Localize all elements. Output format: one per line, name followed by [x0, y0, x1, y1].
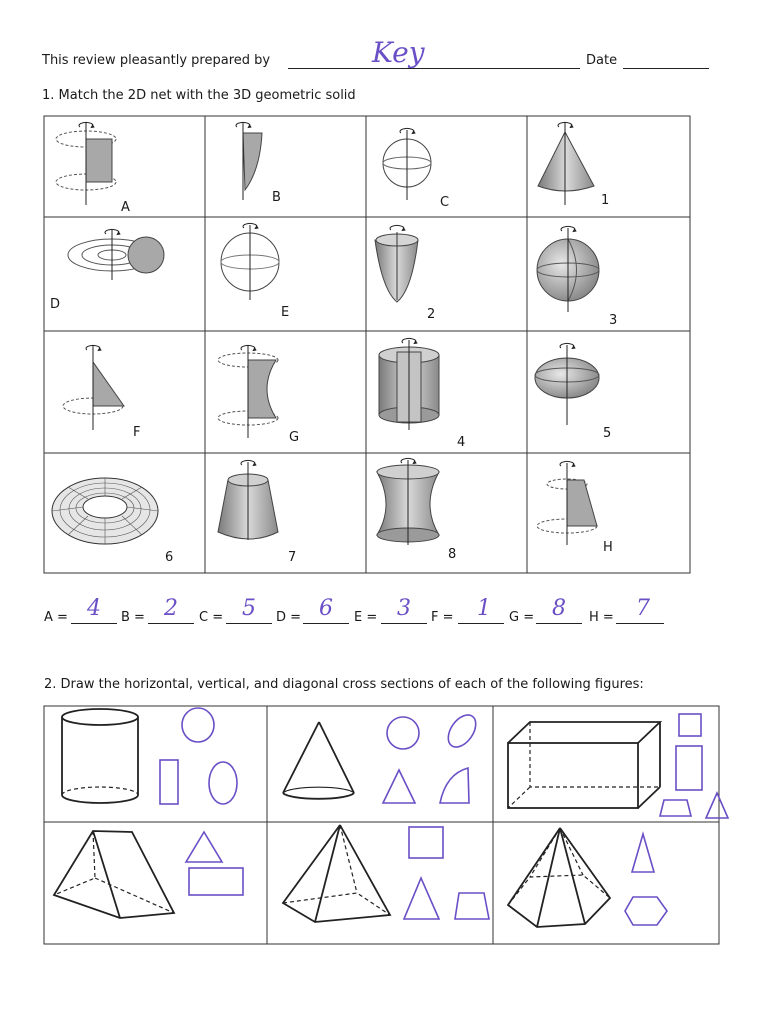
answer-c-label: C =: [199, 610, 224, 625]
answer-d-label: D =: [276, 610, 302, 625]
prepared-by-value: Key: [372, 36, 425, 69]
cylinder-icon: [62, 709, 138, 803]
cylinder-sections: [160, 708, 237, 804]
cell-label-1: 1: [601, 193, 610, 208]
cell-label-g: G: [289, 430, 300, 445]
cell-label-5: 5: [603, 426, 612, 441]
answer-b-value: 2: [164, 596, 178, 621]
cell-label-f: F: [133, 425, 141, 440]
triangular-prism-sections: [186, 832, 243, 895]
answer-h-value: 7: [636, 596, 650, 621]
cell-label-d: D: [50, 297, 61, 312]
rectangular-prism-icon: [508, 722, 660, 808]
answer-f-label: F =: [431, 610, 454, 625]
answer-c-value: 5: [242, 596, 256, 621]
square-pyramid-sections: [404, 827, 489, 919]
question-2-prompt: 2. Draw the horizontal, vertical, and diagonal cross sections of each of the following figures:: [44, 677, 644, 692]
answer-g-label: G =: [509, 610, 535, 625]
prepared-by-label: This review pleasantly prepared by: [42, 53, 271, 68]
date-label: Date: [586, 53, 618, 68]
answer-a-value: 4: [87, 596, 101, 621]
answer-a-label: A =: [44, 610, 68, 625]
square-pyramid-icon: [283, 825, 390, 922]
cone-icon: [283, 722, 354, 799]
answer-e-label: E =: [354, 610, 378, 625]
hexagonal-pyramid-icon: [508, 828, 610, 927]
answer-e-value: 3: [397, 596, 411, 621]
cell-label-6: 6: [165, 550, 174, 565]
cone-sections: [383, 710, 481, 803]
cell-label-b: B: [272, 190, 281, 205]
cell-label-3: 3: [609, 313, 618, 328]
triangular-prism-icon: [54, 831, 174, 918]
cell-label-h: H: [603, 540, 613, 555]
answer-b-label: B =: [121, 610, 145, 625]
answer-f-value: 1: [477, 596, 491, 621]
hexagonal-pyramid-sections: [625, 834, 667, 925]
cell-label-2: 2: [427, 307, 436, 322]
cell-label-c: C: [440, 195, 450, 210]
question-1-prompt: 1. Match the 2D net with the 3D geometric solid: [42, 88, 356, 103]
rectangular-prism-sections: [660, 714, 728, 818]
cell-label-7: 7: [288, 550, 297, 565]
cell-label-8: 8: [448, 547, 457, 562]
cell-label-e: E: [281, 305, 290, 320]
answer-d-value: 6: [319, 596, 333, 621]
cell-label-a: A: [121, 200, 130, 215]
answer-g-value: 8: [552, 596, 566, 621]
cell-label-4: 4: [457, 435, 466, 450]
answer-h-label: H =: [589, 610, 614, 625]
